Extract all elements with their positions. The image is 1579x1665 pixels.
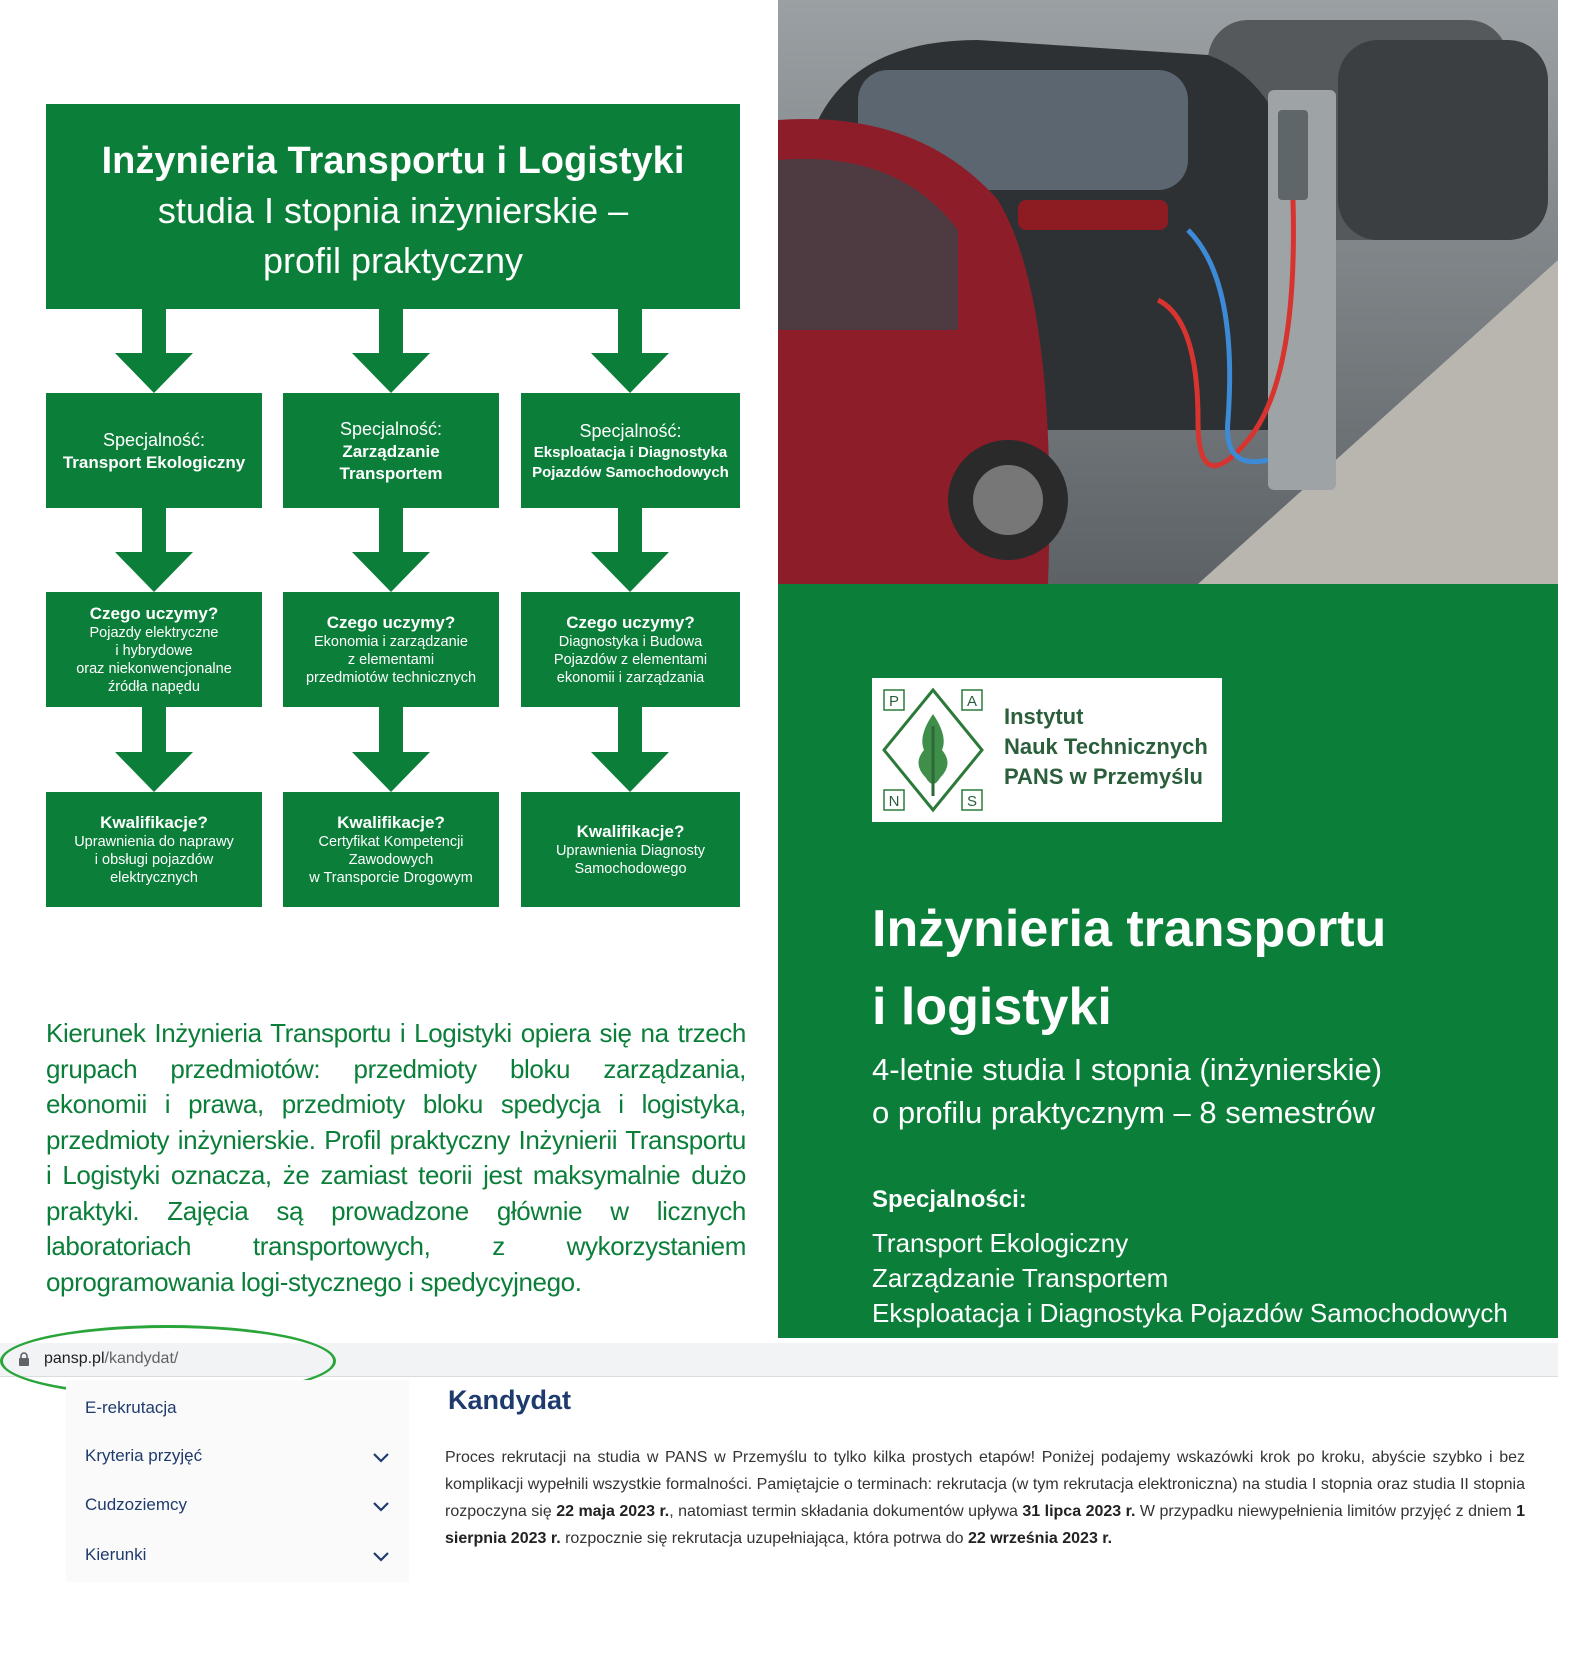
poster-spec-item: Zarządzanie Transportem — [872, 1263, 1169, 1293]
qual-line: i obsługi pojazdów — [94, 851, 214, 868]
text-part: , natomiast termin składania dokumentów upływa — [669, 1503, 1023, 1520]
chevron-down-icon[interactable] — [372, 1501, 390, 1513]
date-supplementary: 1 sierpnia 2023 r. — [445, 1503, 1526, 1547]
spec-box-1 — [46, 393, 262, 508]
learn-line: Ekonomia i zarządzanie — [314, 633, 468, 650]
spec-box-3 — [521, 393, 740, 508]
diagram-title: Inżynieria Transportu i Logistyki — [101, 140, 685, 182]
learn-line: przedmiotów technicznych — [305, 669, 477, 686]
learn-line: ekonomii i zarządzania — [556, 669, 705, 686]
learn-line: Pojazdów z elementami — [553, 651, 708, 668]
poster-spec-list — [872, 1226, 1508, 1331]
poster-spec-item: Transport Ekologiczny — [872, 1228, 1129, 1258]
learn-line: z elementami — [347, 651, 435, 668]
date-end: 22 września 2023 r. — [967, 1530, 1113, 1547]
qual-box-1 — [46, 792, 262, 907]
institute-logo — [872, 678, 1222, 822]
logo-line-1: Instytut — [1004, 704, 1084, 729]
ev-charging-photo — [778, 0, 1558, 584]
arrow-down-icon — [591, 707, 669, 785]
qual-line: elektrycznych — [110, 869, 198, 886]
arrow-down-icon — [352, 707, 430, 785]
spec-name-line-1: Eksploatacja i Diagnostyka — [533, 443, 728, 461]
learn-heading: Czego uczymy? — [326, 612, 456, 632]
spec-label: Specjalność: — [102, 429, 206, 450]
sidebar-item-e-rekrutacja[interactable]: E-rekrutacja — [85, 1398, 177, 1417]
spec-box-2 — [283, 393, 499, 508]
spec-label: Specjalność: — [579, 420, 682, 441]
pans-emblem-icon — [880, 686, 986, 814]
logo-letter: S — [966, 793, 978, 810]
arrow-down-icon — [352, 508, 430, 586]
poster-spec-heading: Specjalności: — [872, 1186, 1027, 1213]
learn-line: oraz niekonwencjonalne — [76, 660, 232, 677]
arrow-down-icon — [115, 309, 193, 387]
qual-line: Uprawnienia do naprawy — [74, 833, 234, 850]
poster-title-line-1: Inżynieria transportu — [872, 900, 1387, 958]
sidebar-item-kryteria[interactable]: Kryteria przyjęć — [85, 1446, 203, 1465]
diagram-subtitle-1: studia I stopnia inżynierskie – — [157, 190, 629, 231]
arrow-down-icon — [115, 508, 193, 586]
poster-subtitle-line-1: 4-letnie studia I stopnia (inżynierskie) — [872, 1052, 1383, 1087]
page-title: Kandydat — [448, 1385, 572, 1415]
text-part: rozpocznie się rekrutacja uzupełniająca, która potrwa do — [560, 1530, 968, 1547]
chevron-down-icon[interactable] — [372, 1452, 390, 1464]
date-deadline: 31 lipca 2023 r. — [1022, 1503, 1136, 1520]
qual-heading: Kwalifikacje? — [337, 812, 445, 832]
qual-box-2 — [283, 792, 499, 907]
learn-line: źródła napędu — [108, 678, 200, 695]
qual-line: Certyfikat Kompetencji — [318, 833, 464, 850]
qual-line: Zawodowych — [348, 851, 434, 868]
logo-letter: P — [888, 693, 900, 710]
learn-heading: Czego uczymy? — [89, 603, 219, 623]
program-description: Kierunek Inżynieria Transportu i Logistyki opiera się na trzech grupach przedmiotów: przedmioty bloku zarządzania, ekonomii i prawa, przedmioty bloku spedycja i logistyka, przedmioty inżynierskie. Profil praktyczny Inżynierii Transportu i Logistyki oznacza, że zamiast teorii jest maksymalnie dużo praktyki. Zajęcia są prowadzone głównie w licznych laboratoriach transportowych, z wykorzystaniem oprogramowania logi-stycznego i spedycyjnego. — [46, 1018, 746, 1297]
diagram-title-box — [46, 104, 740, 309]
learn-line: Diagnostyka i Budowa — [558, 633, 703, 650]
learn-heading: Czego uczymy? — [566, 612, 695, 632]
sidebar-item-kierunki[interactable]: Kierunki — [85, 1545, 147, 1564]
diagram-subtitle-2: profil praktyczny — [262, 240, 524, 281]
learn-box-1 — [46, 592, 262, 707]
learn-line: i hybrydowe — [115, 642, 193, 659]
qual-line: w Transporcie Drogowym — [309, 869, 473, 886]
spec-name: Zarządzanie Transportem — [339, 441, 443, 483]
logo-text — [1004, 702, 1208, 792]
logo-letter: N — [888, 793, 900, 810]
spec-label: Specjalność: — [339, 418, 443, 439]
text-part: W przypadku niewypełnienia limitów przyjęć z dniem — [1135, 1503, 1517, 1520]
poster-title-line-2: i logistyki — [872, 978, 1112, 1036]
qual-line: Samochodowego — [574, 860, 687, 877]
arrow-down-icon — [591, 309, 669, 387]
text-part: Proces rekrutacji na studia w PANS w Przemyślu to tylko kilka prostych etapów! Poniżej podajemy wskazówki krok po kroku, abyście szybko i bez komplikacji wypełnili wszystkie formalności. Pamiętajcie o terminach: rekrutacja (w tym rekrutacja elektroniczna) na studia I stopnia oraz studia II stopnia rozpoczyna się — [445, 1449, 1525, 1520]
learn-box-2 — [283, 592, 499, 707]
logo-line-2: Nauk Technicznych — [1004, 734, 1208, 759]
arrow-down-icon — [591, 508, 669, 586]
spec-name-line-2: Pojazdów Samochodowych — [532, 463, 729, 481]
learn-line: Pojazdy elektryczne — [89, 624, 219, 641]
poster-spec-item: Eksploatacja i Diagnostyka Pojazdów Samochodowych — [872, 1298, 1508, 1328]
qual-heading: Kwalifikacje? — [100, 812, 208, 832]
logo-letter: A — [966, 693, 978, 710]
url-path: /kandydat/ — [104, 1350, 179, 1367]
poster-title — [872, 890, 1552, 1046]
spec-name: Transport Ekologiczny — [62, 452, 246, 472]
qual-line: Uprawnienia Diagnosty — [555, 842, 706, 859]
poster-subtitle-line-2: o profilu praktycznym – 8 semestrów — [872, 1095, 1376, 1130]
url-domain: pansp.pl — [44, 1350, 105, 1367]
qual-heading: Kwalifikacje? — [576, 821, 685, 841]
chevron-down-icon[interactable] — [372, 1551, 390, 1563]
qual-box-3 — [521, 792, 740, 907]
poster-subtitle — [872, 1048, 1552, 1134]
sidebar-item-cudzoziemcy[interactable]: Cudzoziemcy — [85, 1495, 188, 1514]
logo-line-3: PANS w Przemyślu — [1004, 764, 1203, 789]
date-start: 22 maja 2023 r. — [556, 1503, 670, 1520]
recruitment-text — [445, 1444, 1525, 1552]
arrow-down-icon — [352, 309, 430, 387]
learn-box-3 — [521, 592, 740, 707]
arrow-down-icon — [115, 707, 193, 785]
